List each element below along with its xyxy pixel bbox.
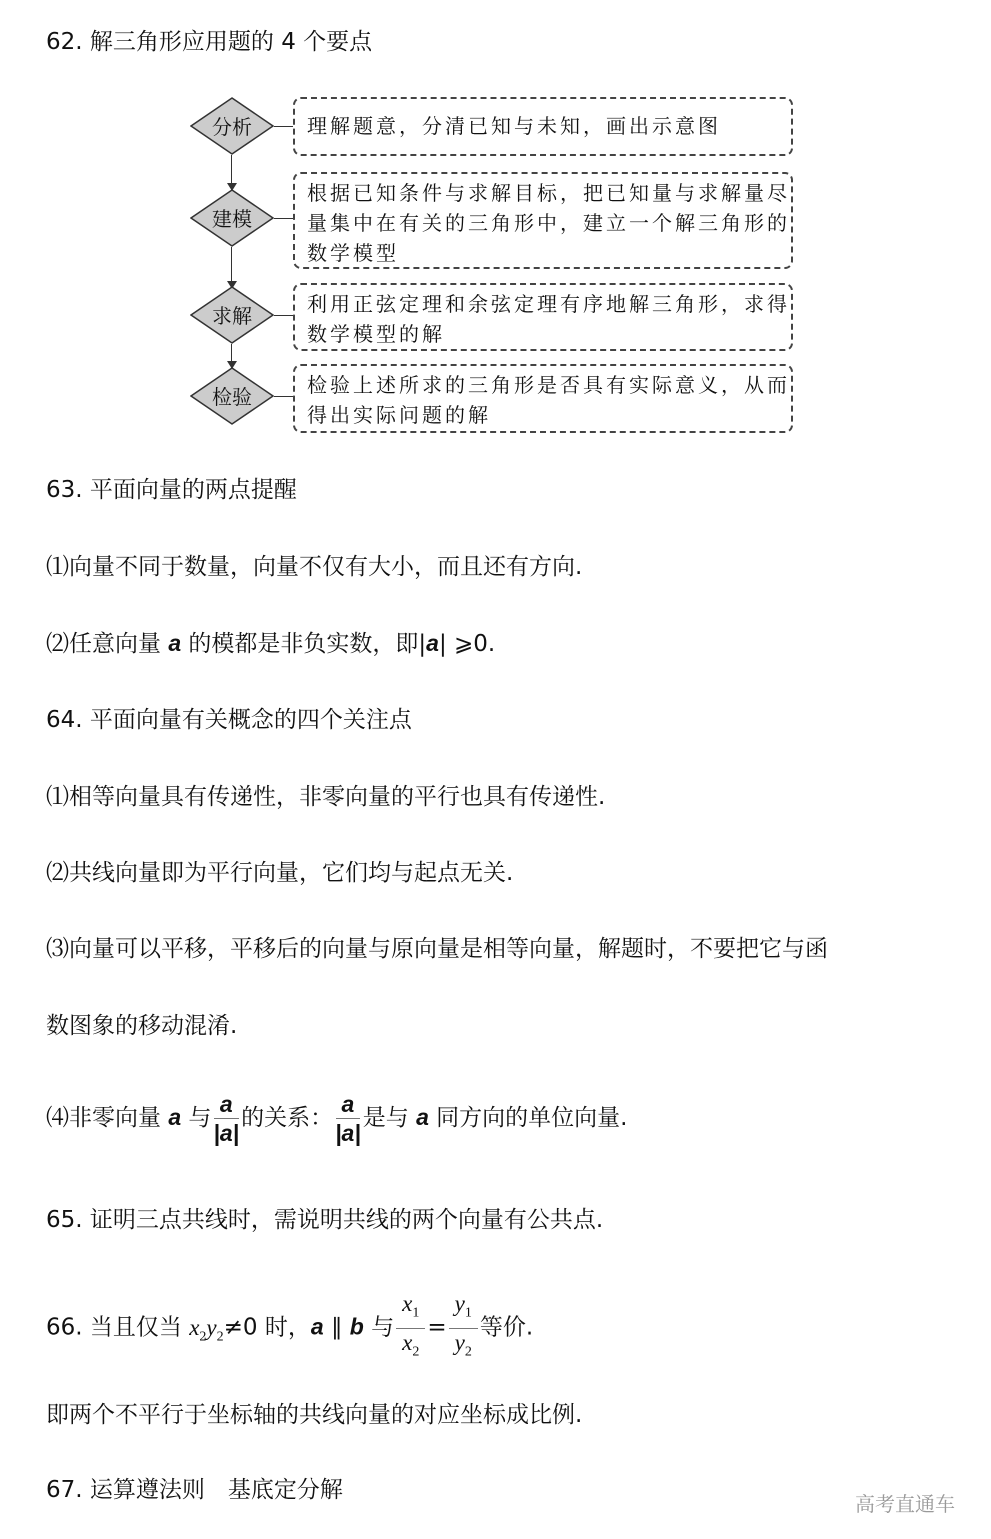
text: | ⩾0. (438, 631, 496, 657)
text: 的模都是非负实数，即| (181, 631, 427, 657)
connector (274, 126, 293, 127)
paragraph: ⑶向量可以平移，平移后的向量与原向量是相等向量，解题时，不要把它与函 (46, 936, 828, 962)
equals: = (427, 1314, 447, 1341)
watermark: 高考直通车 (855, 1492, 955, 1516)
paragraph (46, 1090, 628, 1147)
text: 同方向的单位向量. (428, 1105, 628, 1131)
paragraph: 即两个不平行于坐标轴的共线向量的对应坐标成比例. (46, 1402, 583, 1428)
text: ⑵任意向量 (46, 631, 169, 657)
vector-a: a (426, 630, 439, 656)
vector-a: a (416, 1104, 429, 1130)
paragraph: ⑵共线向量即为平行向量，它们均与起点无关. (46, 860, 514, 886)
paragraph: ⑴相等向量具有传递性，非零向量的平行也具有传递性. (46, 784, 606, 810)
text: ⑷非零向量 (46, 1105, 169, 1131)
step-diamond-analyze (190, 97, 274, 155)
text: ≠0 时， (223, 1314, 311, 1341)
section-65: 65. 证明三点共线时，需说明共线的两个向量有公共点. (46, 1207, 604, 1233)
section-64-title: 64. 平面向量有关概念的四个关注点 (46, 707, 412, 733)
fraction (213, 1090, 239, 1147)
text: 与 (181, 1105, 212, 1131)
numerator: a (336, 1090, 361, 1119)
text: 66. 当且仅当 (46, 1314, 190, 1341)
text: 等价. (479, 1314, 534, 1341)
vector-b: b (349, 1313, 364, 1340)
text: 与 (363, 1314, 395, 1341)
step-description: 根据已知条件与求解目标，把已知量与求解量尽量集中在有关的三角形中，建立一个解三角形的数学模型 (293, 172, 793, 269)
denominator: |a| (335, 1120, 361, 1146)
step-label: 检验 (212, 385, 252, 409)
vector-a: a (310, 1313, 324, 1340)
step-label: 分析 (212, 115, 252, 139)
section-63-title: 63. 平面向量的两点提醒 (46, 477, 297, 503)
text: 的关系： (241, 1105, 334, 1131)
paragraph: 数图象的移动混淆. (46, 1013, 238, 1039)
step-label: 建模 (212, 207, 252, 231)
parallel-symbol: ∥ (323, 1314, 350, 1341)
paragraph: ⑴向量不同于数量，向量不仅有大小，而且还有方向. (46, 554, 583, 580)
connector (274, 396, 293, 397)
connector (274, 218, 293, 219)
fraction-x: $\frac{x_1}{x_2}$ (396, 1290, 425, 1366)
text: 是与 (362, 1105, 417, 1131)
step-description: 检验上述所求的三角形是否具有实际意义，从而得出实际问题的解 (293, 364, 793, 433)
step-label: 求解 (212, 304, 252, 328)
numerator: a (214, 1090, 239, 1119)
math-x2y2: $x_2y_2$ (189, 1314, 224, 1345)
step-description: 理解题意，分清已知与未知，画出示意图 (293, 97, 793, 156)
paragraph (46, 628, 495, 659)
section-66 (46, 1290, 533, 1366)
step-description: 利用正弦定理和余弦定理有序地解三角形，求得数学模型的解 (293, 283, 793, 351)
fraction (335, 1090, 361, 1147)
fraction-y: $\frac{y_1}{y_2}$ (449, 1290, 478, 1366)
step-diamond-verify (190, 367, 274, 425)
section-62-title: 62. 解三角形应用题的 4 个要点 (46, 29, 373, 55)
step-diamond-model (190, 189, 274, 247)
section-67-title: 67. 运算遵法则 基底定分解 (46, 1477, 343, 1503)
denominator: |a| (213, 1120, 240, 1146)
connector (274, 315, 293, 316)
vector-a: a (168, 630, 182, 656)
step-diamond-solve (190, 286, 274, 344)
vector-a: a (168, 1104, 182, 1130)
